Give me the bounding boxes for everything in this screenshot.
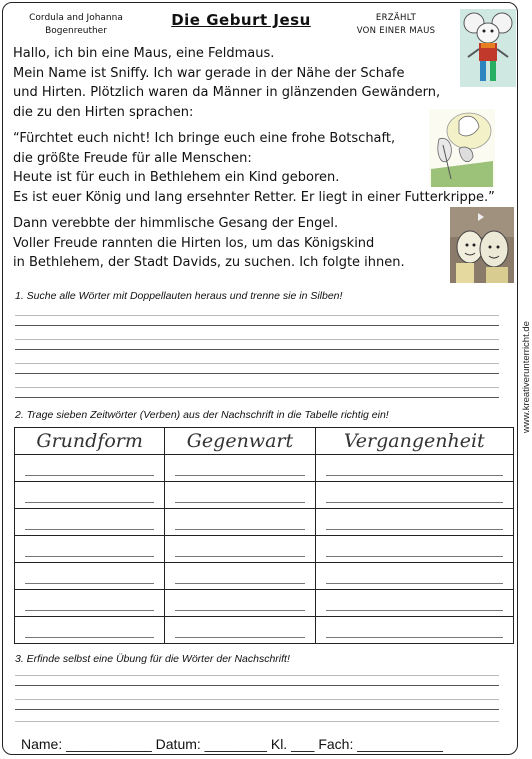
table-row bbox=[15, 509, 514, 536]
writing-line-guide bbox=[15, 363, 499, 364]
page-title: Die Geburt Jesu bbox=[171, 11, 311, 29]
table-cell[interactable] bbox=[15, 617, 165, 644]
table-row bbox=[15, 455, 514, 482]
table-cell[interactable] bbox=[315, 509, 513, 536]
table-cell[interactable] bbox=[15, 509, 165, 536]
subtitle-line-2: VON EINER MAUS bbox=[356, 26, 436, 36]
table-cell[interactable] bbox=[315, 482, 513, 509]
story-line: “Fürchtet euch nicht! Ich bringe euch eine frohe Botschaft, bbox=[13, 131, 396, 146]
verb-table bbox=[14, 427, 514, 644]
website-credit: www.kreativerunterricht.de bbox=[521, 321, 532, 433]
story-paragraph-3 bbox=[13, 214, 405, 273]
table-cell[interactable] bbox=[15, 455, 165, 482]
table-row bbox=[15, 617, 514, 644]
story-line: die zu den Hirten sprachen: bbox=[13, 104, 194, 120]
table-cell[interactable] bbox=[315, 590, 513, 617]
writing-line-guide bbox=[15, 699, 499, 700]
table-row bbox=[15, 563, 514, 590]
subtitle-line-1: ERZÄHLT bbox=[375, 13, 417, 23]
task-3-instruction: 3. Erfinde selbst eine Übung für die Wörter der Nachschrift! bbox=[15, 653, 290, 665]
story-line: die größte Freude für alle Menschen: bbox=[13, 150, 252, 166]
story-line: Dann verebbte der himmlische Gesang der Engel. bbox=[13, 216, 339, 231]
writing-line-guide bbox=[15, 721, 499, 722]
table-cell[interactable] bbox=[15, 536, 165, 563]
footer-fields[interactable]: Name: ___________ Datum: ________ Kl. ___ Fach: ___________ bbox=[21, 736, 443, 752]
task-2-instruction: 2. Trage sieben Zeitwörter (Verben) aus der Nachschrift in die Tabelle richtig ein! bbox=[15, 409, 389, 421]
subtitle bbox=[341, 12, 451, 38]
mouse-illustration bbox=[460, 9, 516, 87]
authors-line-1: Cordula and Johanna bbox=[29, 13, 123, 23]
story-line: Hallo, ich bin eine Maus, eine Feldmaus. bbox=[13, 46, 275, 61]
authors-line-2: Bogenreuther bbox=[45, 26, 107, 36]
story-line: und Hirten. Plötzlich waren da Männer in glänzenden Gewändern, bbox=[13, 85, 441, 100]
story-line: Heute ist für euch in Bethlehem ein Kind geboren. bbox=[13, 170, 340, 185]
writing-line[interactable] bbox=[15, 349, 499, 350]
column-header-grundform: Grundform bbox=[15, 428, 165, 455]
table-cell[interactable] bbox=[165, 617, 315, 644]
writing-line-guide bbox=[15, 387, 499, 388]
writing-line[interactable] bbox=[15, 397, 499, 398]
table-cell[interactable] bbox=[165, 482, 315, 509]
column-header-gegenwart: Gegenwart bbox=[165, 428, 315, 455]
table-cell[interactable] bbox=[165, 563, 315, 590]
table-row bbox=[15, 482, 514, 509]
story-paragraph-2 bbox=[13, 129, 495, 207]
writing-line-guide bbox=[15, 315, 499, 316]
writing-line[interactable] bbox=[15, 373, 499, 374]
table-cell[interactable] bbox=[315, 536, 513, 563]
story-line: Voller Freude rannten die Hirten los, um das Königskind bbox=[13, 235, 375, 251]
table-cell[interactable] bbox=[15, 482, 165, 509]
story-line: Es ist euer König und lang ersehnter Retter. Er liegt in einer Futterkrippe.” bbox=[13, 189, 495, 205]
table-row bbox=[15, 590, 514, 617]
table-cell[interactable] bbox=[165, 509, 315, 536]
table-cell[interactable] bbox=[165, 455, 315, 482]
task-1-instruction: 1. Suche alle Wörter mit Doppellauten heraus und trenne sie in Silben! bbox=[15, 290, 343, 302]
story-line: Mein Name ist Sniffy. Ich war gerade in der Nähe der Schafe bbox=[13, 65, 405, 81]
table-cell[interactable] bbox=[315, 617, 513, 644]
writing-line[interactable] bbox=[15, 709, 499, 710]
authors bbox=[17, 12, 135, 38]
table-cell[interactable] bbox=[15, 563, 165, 590]
table-cell[interactable] bbox=[315, 563, 513, 590]
table-row bbox=[15, 536, 514, 563]
writing-line-guide bbox=[15, 675, 499, 676]
table-cell[interactable] bbox=[15, 590, 165, 617]
shepherds-illustration bbox=[450, 207, 514, 283]
story-paragraph-1 bbox=[13, 44, 440, 122]
table-cell[interactable] bbox=[165, 536, 315, 563]
table-cell[interactable] bbox=[165, 590, 315, 617]
writing-line[interactable] bbox=[15, 685, 499, 686]
writing-line[interactable] bbox=[15, 325, 499, 326]
story-line: in Bethlehem, der Stadt Davids, zu suchen. Ich folgte ihnen. bbox=[13, 255, 405, 270]
column-header-vergangenheit: Vergangenheit bbox=[315, 428, 513, 455]
table-cell[interactable] bbox=[315, 455, 513, 482]
writing-line-guide bbox=[15, 339, 499, 340]
worksheet-page bbox=[2, 2, 532, 755]
